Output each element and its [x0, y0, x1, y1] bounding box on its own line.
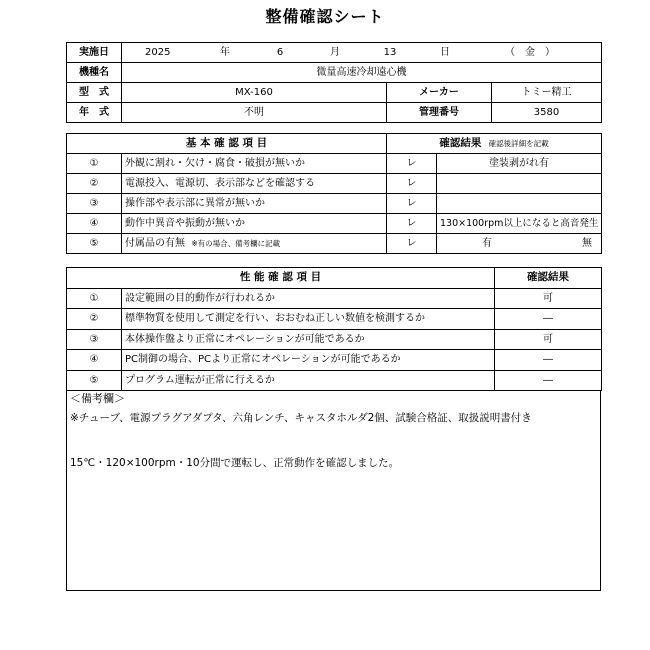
date-day: 13 [383, 47, 397, 58]
item-detail: 130×100rpm以上になると高音発生 [437, 214, 602, 234]
item-number: ① [67, 154, 122, 174]
date-day-unit: 日 [440, 47, 450, 58]
remarks-line-2: 15℃・120×100rpm・10分間で運転し、正常動作を確認しました。 [70, 457, 400, 469]
item-text [122, 234, 387, 254]
item-detail: 塗装剥がれ有 [437, 154, 602, 174]
basic-row [67, 154, 602, 174]
item-result: 可 [495, 288, 602, 309]
item-number: ④ [67, 214, 122, 234]
remarks-label: ＜備考欄＞ [70, 392, 125, 405]
perf-row [67, 329, 602, 350]
item-text: 外観に割れ・欠け・腐食・破損が無いか [122, 154, 387, 174]
none-label: 無 [582, 238, 592, 249]
mgmt-value: 3580 [492, 103, 602, 123]
perf-header-row [67, 268, 602, 289]
item-text: 設定範囲の目的動作が行われるか [122, 288, 495, 309]
basic-row [67, 214, 602, 234]
check-mark: レ [387, 194, 437, 214]
basic-result-sub: 確認後詳細を記載 [488, 139, 549, 148]
maker-label: メーカー [387, 83, 492, 103]
year-value: 不明 [122, 103, 387, 123]
perf-result-header: 確認結果 [495, 268, 602, 289]
item-text: 操作部や表示部に異常が無いか [122, 194, 387, 214]
item-detail [437, 174, 602, 194]
year-row [67, 103, 602, 123]
item-text: 電源投入、電源切、表示部などを確認する [122, 174, 387, 194]
mgmt-label: 管理番号 [387, 103, 492, 123]
item-result: 可 [495, 329, 602, 350]
basic-header: 基 本 確 認 項 目 [67, 134, 387, 154]
item-number: ② [67, 309, 122, 330]
perf-row [67, 370, 602, 391]
date-label: 実施日 [67, 43, 122, 63]
name-label: 機種名 [67, 63, 122, 83]
date-year: 2025 [145, 47, 171, 58]
item-number: ③ [67, 194, 122, 214]
item-text: 動作中異音や振動が無いか [122, 214, 387, 234]
remarks-line-1: ※チューブ、電源プラグアダプタ、六角レンチ、キャスタホルダ2個、試験合格証、取扱説明書付き [70, 412, 532, 424]
perf-row [67, 309, 602, 330]
performance-check-table [66, 267, 602, 391]
item-number: ② [67, 174, 122, 194]
info-table [66, 42, 602, 123]
item-number: ④ [67, 350, 122, 371]
item-text-main: 付属品の有無 [125, 238, 185, 249]
check-mark: レ [387, 174, 437, 194]
basic-result-label: 確認結果 [439, 137, 482, 149]
name-value: 微量高速冷却遠心機 [122, 63, 602, 83]
date-row [67, 43, 602, 63]
check-mark: レ [387, 234, 437, 254]
basic-header-row [67, 134, 602, 154]
date-month-unit: 月 [330, 47, 340, 58]
check-mark: レ [387, 214, 437, 234]
date-value [122, 43, 602, 63]
item-number: ⑤ [67, 370, 122, 391]
name-row [67, 63, 602, 83]
item-detail [437, 234, 602, 254]
basic-check-table [66, 133, 602, 254]
item-result: ― [495, 350, 602, 371]
model-label: 型 式 [67, 83, 122, 103]
check-mark: レ [387, 154, 437, 174]
item-text: プログラム運転が正常に行えるか [122, 370, 495, 391]
model-value: MX-160 [122, 83, 387, 103]
item-result: ― [495, 370, 602, 391]
model-row [67, 83, 602, 103]
basic-row [67, 194, 602, 214]
basic-row [67, 234, 602, 254]
item-text: PC制御の場合、PCより正常にオペレーションが可能であるか [122, 350, 495, 371]
perf-row [67, 350, 602, 371]
item-number: ① [67, 288, 122, 309]
remarks-box [66, 390, 601, 591]
item-number: ③ [67, 329, 122, 350]
maker-value: トミー精工 [492, 83, 602, 103]
year-label: 年 式 [67, 103, 122, 123]
date-weekday: （ 金 ） [505, 47, 555, 58]
have-label: 有 [482, 238, 492, 249]
item-number: ⑤ [67, 234, 122, 254]
date-year-unit: 年 [220, 47, 230, 58]
item-text-note: ※有の場合、備考欄に記載 [191, 239, 281, 248]
page-title: 整備確認シート [265, 7, 385, 26]
basic-result-header [387, 134, 602, 154]
perf-row [67, 288, 602, 309]
date-month: 6 [276, 47, 284, 58]
item-text: 標準物質を使用して測定を行い、おおむね正しい数値を検測するか [122, 309, 495, 330]
perf-header: 性 能 確 認 項 目 [67, 268, 495, 289]
item-result: ― [495, 309, 602, 330]
item-text: 本体操作盤より正常にオペレーションが可能であるか [122, 329, 495, 350]
item-detail [437, 194, 602, 214]
basic-row [67, 174, 602, 194]
